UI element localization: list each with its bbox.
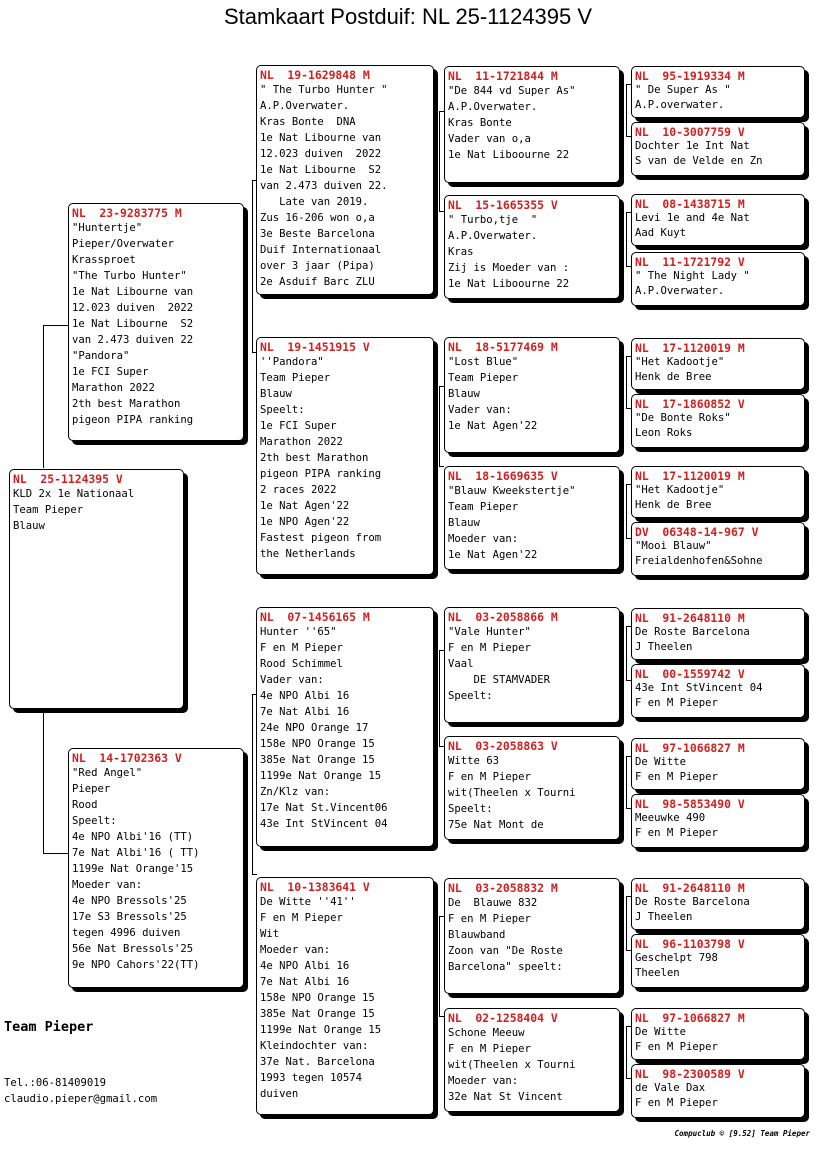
- pigeon-info-line: Hunter ''65": [260, 626, 337, 638]
- pigeon-info-line: Zus 16-206 won o,a: [260, 212, 375, 224]
- pigeon-info-line: 56e Nat Bressols'25: [72, 943, 194, 955]
- pigeon-info-line: Wit: [260, 928, 280, 940]
- pigeon-info-line: "Het Kadootje": [635, 356, 725, 368]
- pigeon-info-line: Vader van:: [260, 674, 324, 686]
- pigeon-info-line: " De Super As ": [635, 84, 731, 96]
- pigeon-card-gen4-2: [631, 122, 805, 176]
- pigeon-info-line: 43e Int StVincent 04: [260, 818, 388, 830]
- pigeon-info-line: Vaal: [448, 658, 474, 670]
- pigeon-info-line: 158e NPO Orange 15: [260, 738, 375, 750]
- ring-number: NL 18-5177469 M: [448, 340, 558, 354]
- pigeon-info-line: tegen 4996 duiven: [72, 927, 181, 939]
- pigeon-info-line: Fastest pigeon from: [260, 532, 382, 544]
- pigeon-card-dss: [444, 607, 620, 723]
- ring-number: NL 95-1919334 M: [635, 69, 745, 83]
- pigeon-info-line: A.P.Overwater.: [635, 284, 725, 297]
- pigeon-card-gen4-9: [631, 608, 805, 660]
- pigeon-info-line: 1e Nat Liboourne 22: [448, 278, 570, 290]
- pigeon-info-line: 32e Nat St Vincent: [448, 1091, 563, 1103]
- pigeon-info-line: Speelt:: [260, 404, 305, 416]
- pigeon-info-line: 37e Nat. Barcelona: [260, 1056, 375, 1068]
- pigeon-info-line: 2th best Marathon: [260, 452, 369, 464]
- pigeon-card-gen4-13: [631, 878, 805, 930]
- pigeon-info-line: Leon Roks: [635, 426, 693, 439]
- pigeon-info-line: 2th best Marathon: [72, 398, 181, 410]
- pigeon-card-gen4-6: [631, 394, 805, 448]
- pigeon-card-gen4-3: [631, 194, 805, 246]
- ring-number: NL 97-1066827 M: [635, 1011, 745, 1025]
- pigeon-info-line: " The Night Lady ": [635, 270, 750, 282]
- ring-number: NL 19-1451915 V: [260, 340, 370, 354]
- pigeon-info-line: pigeon PIPA ranking: [260, 468, 382, 480]
- pigeon-info-line: wit(Theelen x Tourni: [448, 787, 576, 799]
- pigeon-info-line: 1993 tegen 10574: [260, 1072, 363, 1084]
- ring-number: NL 18-1669635 V: [448, 469, 558, 483]
- ring-number: DV 06348-14-967 V: [635, 525, 759, 539]
- pigeon-info-line: 1e NPO Agen'22: [260, 516, 350, 528]
- pigeon-info-line: Schone Meeuw: [448, 1027, 525, 1039]
- ring-number: NL 02-1258404 V: [448, 1011, 558, 1025]
- pigeon-info-line: 1e Nat Agen'22: [260, 500, 350, 512]
- pigeon-info-line: wit(Theelen x Tourni: [448, 1059, 576, 1071]
- pigeon-card-gen4-4: [631, 252, 805, 306]
- pigeon-info-line: Late van 2019.: [260, 196, 369, 208]
- pigeon-card-gen4-10: [631, 664, 805, 718]
- pigeon-info-line: 1e FCI Super: [72, 366, 149, 378]
- pigeon-info-line: Freialdenhofen&Sohne: [635, 554, 763, 567]
- pigeon-info-line: Blauw: [448, 517, 480, 529]
- pigeon-info-line: 385e Nat Orange 15: [260, 754, 375, 766]
- pigeon-card-ddd: [444, 1008, 620, 1112]
- pigeon-info-line: De Witte ''41'': [260, 896, 356, 908]
- pigeon-info-line: Meeuwke 490: [635, 812, 706, 824]
- pigeon-info-line: F en M Pieper: [260, 642, 343, 654]
- pigeon-info-line: 1e Nat Libourne S2: [260, 164, 382, 176]
- pigeon-card-gen4-5: [631, 338, 805, 390]
- ring-number: NL 08-1438715 M: [635, 197, 745, 211]
- pigeon-info-line: Speelt:: [72, 815, 117, 827]
- pigeon-info-line: F en M Pieper: [260, 912, 343, 924]
- pigeon-info-line: 1199e Nat Orange 15: [260, 1024, 382, 1036]
- pigeon-info-line: Moeder van:: [448, 533, 519, 545]
- pigeon-info-line: van 2.473 duiven 22: [72, 334, 194, 346]
- footer-credit: Compuclub © [9.52] Team Pieper: [674, 1129, 810, 1138]
- ring-number: NL 98-5853490 V: [635, 797, 745, 811]
- pigeon-info-line: Team Pieper: [13, 504, 84, 516]
- pigeon-info-line: De Roste Barcelona: [635, 896, 750, 908]
- pigeon-info-line: 4e NPO Albi 16: [260, 960, 350, 972]
- pigeon-info-line: 385e Nat Orange 15: [260, 1008, 375, 1020]
- pigeon-info-line: Zoon van "De Roste: [448, 945, 563, 957]
- pigeon-info-line: Duif Internationaal: [260, 244, 382, 256]
- pigeon-info-line: Team Pieper: [448, 372, 519, 384]
- pigeon-info-line: Krassproet: [72, 254, 136, 266]
- pigeon-info-line: "Mooi Blauw": [635, 540, 712, 552]
- pigeon-info-line: Speelt:: [448, 803, 493, 815]
- pigeon-info-line: Theelen: [635, 966, 680, 979]
- pigeon-info-line: Levi 1e and 4e Nat: [635, 212, 750, 224]
- pigeon-info-line: "The Turbo Hunter": [72, 270, 187, 282]
- pigeon-info-line: Dochter 1e Int Nat: [635, 140, 750, 152]
- ring-number: NL 91-2648110 M: [635, 611, 745, 625]
- pigeon-info-line: Blauw: [13, 520, 45, 532]
- pigeon-info-line: Zn/Klz van:: [260, 786, 331, 798]
- ring-number: NL 03-2058863 V: [448, 739, 558, 753]
- ring-number: NL 14-1702363 V: [72, 751, 182, 765]
- pigeon-info-line: 4e NPO Bressols'25: [72, 895, 187, 907]
- pigeon-card-gen4-1: [631, 66, 805, 118]
- pigeon-info-line: F en M Pieper: [635, 770, 718, 783]
- pigeon-card-ssd: [444, 195, 620, 299]
- pigeon-info-line: "Red Angel": [72, 767, 143, 779]
- pigeon-info-line: Aad Kuyt: [635, 226, 687, 239]
- ring-number: NL 25-1124395 V: [13, 472, 123, 486]
- pigeon-info-line: Witte 63: [448, 755, 500, 767]
- pigeon-info-line: pigeon PIPA ranking: [72, 414, 194, 426]
- pigeon-card-sss: [444, 66, 620, 183]
- pigeon-card-sdd: [444, 466, 620, 570]
- pigeon-info-line: Pieper: [72, 783, 111, 795]
- pigeon-info-line: J Theelen: [635, 640, 693, 653]
- ring-number: NL 10-1383641 V: [260, 880, 370, 894]
- pigeon-info-line: 1e Nat Libourne van: [260, 132, 382, 144]
- pigeon-info-line: F en M Pieper: [635, 1096, 718, 1109]
- ring-number: NL 03-2058866 M: [448, 610, 558, 624]
- pigeon-card-gen4-11: [631, 738, 805, 790]
- ring-number: NL 15-1665355 V: [448, 198, 558, 212]
- ring-number: NL 11-1721792 V: [635, 255, 745, 269]
- ring-number: NL 23-9283775 M: [72, 206, 182, 220]
- ring-number: NL 98-2300589 V: [635, 1067, 745, 1081]
- pigeon-card-gen4-7: [631, 466, 805, 518]
- pigeon-info-line: De Blauwe 832: [448, 897, 538, 909]
- pigeon-info-line: De Witte: [635, 1026, 687, 1038]
- pigeon-info-line: "De 844 vd Super As": [448, 85, 576, 97]
- pigeon-card-dam-dam: [256, 877, 434, 1115]
- pigeon-info-line: "Het Kadootje": [635, 484, 725, 496]
- pigeon-info-line: van 2.473 duiven 22.: [260, 180, 388, 192]
- ring-number: NL 97-1066827 M: [635, 741, 745, 755]
- pigeon-info-line: "Blauw Kweekstertje": [448, 485, 576, 497]
- ring-number: NL 10-3007759 V: [635, 125, 745, 139]
- pigeon-info-line: A.P.overwater.: [635, 98, 725, 111]
- pigeon-info-line: DE STAMVADER: [448, 674, 551, 686]
- pigeon-info-line: KLD 2x 1e Nationaal: [13, 488, 135, 500]
- pigeon-info-line: 24e NPO Orange 17: [260, 722, 369, 734]
- pigeon-info-line: " Turbo,tje ": [448, 214, 538, 226]
- pigeon-info-line: 1e Nat Agen'22: [448, 420, 538, 432]
- pigeon-info-line: 75e Nat Mont de: [448, 819, 544, 831]
- ring-number: NL 03-2058832 M: [448, 881, 558, 895]
- page-title: Stamkaart Postduif: NL 25-1124395 V: [223, 4, 593, 29]
- pigeon-card-dam: [68, 748, 244, 988]
- contact-email[interactable]: claudio.pieper@gmail.com: [4, 1093, 158, 1105]
- pigeon-info-line: Kras: [448, 246, 474, 258]
- pigeon-info-line: A.P.Overwater.: [448, 101, 538, 113]
- ring-number: NL 96-1103798 V: [635, 937, 745, 951]
- pigeon-info-line: 3e Beste Barcelona: [260, 228, 375, 240]
- pigeon-info-line: Blauw: [260, 388, 292, 400]
- pigeon-info-line: "De Bonte Roks": [635, 412, 731, 424]
- pigeon-info-line: 1e Nat Libourne S2: [72, 318, 194, 330]
- pigeon-card-dam-sire: [256, 607, 434, 847]
- pigeon-info-line: Rood: [72, 799, 98, 811]
- ring-number: NL 11-1721844 M: [448, 69, 558, 83]
- pigeon-info-line: Moeder van:: [260, 944, 331, 956]
- ring-number: NL 17-1120019 M: [635, 341, 745, 355]
- pigeon-card-sds: [444, 337, 620, 453]
- ring-number: NL 00-1559742 V: [635, 667, 745, 681]
- owner-name: Team Pieper: [4, 1019, 94, 1035]
- ring-number: NL 07-1456165 M: [260, 610, 370, 624]
- pigeon-info-line: 4e NPO Albi'16 (TT): [72, 831, 194, 843]
- pigeon-card-dds: [444, 878, 620, 994]
- pigeon-info-line: F en M Pieper: [635, 1040, 718, 1053]
- pigeon-info-line: "Huntertje": [72, 222, 143, 234]
- pigeon-info-line: over 3 jaar (Pipa): [260, 260, 375, 272]
- pigeon-info-line: 7e Nat Albi 16: [260, 976, 350, 988]
- pigeon-card-gen4-8: [631, 522, 805, 576]
- pigeon-info-line: 4e NPO Albi 16: [260, 690, 350, 702]
- ring-number: NL 91-2648110 M: [635, 881, 745, 895]
- pigeon-info-line: 7e Nat Albi'16 ( TT): [72, 847, 200, 859]
- pigeon-info-line: J Theelen: [635, 910, 693, 923]
- pigeon-info-line: 1199e Nat Orange 15: [260, 770, 382, 782]
- pigeon-info-line: Kras Bonte: [448, 117, 512, 129]
- pigeon-info-line: Geschelpt 798: [635, 952, 718, 964]
- pigeon-card-gen4-14: [631, 934, 805, 988]
- pigeon-info-line: Team Pieper: [448, 501, 519, 513]
- pigeon-info-line: Marathon 2022: [72, 382, 155, 394]
- pigeon-info-line: 7e Nat Albi 16: [260, 706, 350, 718]
- pigeon-info-line: F en M Pieper: [448, 1043, 531, 1055]
- pigeon-info-line: 43e Int StVincent 04: [635, 682, 763, 694]
- ring-number: NL 19-1629848 M: [260, 68, 370, 82]
- pigeon-info-line: F en M Pieper: [448, 913, 531, 925]
- pigeon-info-line: 12.023 duiven 2022: [260, 148, 382, 160]
- pigeon-info-line: De Witte: [635, 756, 687, 768]
- pigeon-info-line: Vader van o,a: [448, 133, 531, 145]
- pigeon-info-line: Vader van:: [448, 404, 512, 416]
- pigeon-info-line: Speelt:: [448, 690, 493, 702]
- pigeon-card-sire-sire: [256, 65, 434, 295]
- pigeon-card-subject: [9, 469, 184, 709]
- pigeon-info-line: ''Pandora": [260, 356, 324, 368]
- pigeon-info-line: 17e S3 Bressols'25: [72, 911, 187, 923]
- pigeon-info-line: Henk de Bree: [635, 370, 712, 383]
- pigeon-card-sire-dam: [256, 337, 434, 575]
- pigeon-info-line: Kleindochter van:: [260, 1040, 369, 1052]
- pigeon-info-line: Blauwband: [448, 929, 506, 941]
- ring-number: NL 17-1860852 V: [635, 397, 745, 411]
- pigeon-info-line: 17e Nat St.Vincent06: [260, 802, 388, 814]
- pigeon-card-gen4-12: [631, 794, 805, 848]
- pigeon-info-line: 2e Asduif Barc ZLU: [260, 276, 375, 288]
- pigeon-info-line: 1e Nat Libourne van: [72, 286, 194, 298]
- pigeon-info-line: the Netherlands: [260, 548, 356, 560]
- pigeon-info-line: Blauw: [448, 388, 480, 400]
- pigeon-info-line: Rood Schimmel: [260, 658, 343, 670]
- pigeon-info-line: F en M Pieper: [635, 826, 718, 839]
- pigeon-card-sire: [68, 203, 244, 441]
- pigeon-info-line: "Pandora": [72, 350, 130, 362]
- pigeon-info-line: S van de Velde en Zn: [635, 154, 763, 167]
- pigeon-info-line: 12.023 duiven 2022: [72, 302, 194, 314]
- pigeon-info-line: duiven: [260, 1088, 299, 1100]
- pigeon-info-line: Moeder van:: [72, 879, 143, 891]
- pigeon-info-line: 9e NPO Cahors'22(TT): [72, 959, 200, 971]
- pigeon-info-line: 1e FCI Super: [260, 420, 337, 432]
- pigeon-info-line: "Vale Hunter": [448, 626, 531, 638]
- pigeon-info-line: 158e NPO Orange 15: [260, 992, 375, 1004]
- pigeon-info-line: 1e Nat Liboourne 22: [448, 149, 570, 161]
- pigeon-info-line: F en M Pieper: [448, 642, 531, 654]
- ring-number: NL 17-1120019 M: [635, 469, 745, 483]
- pigeon-card-dsd: [444, 736, 620, 840]
- pigeon-info-line: Barcelona" speelt:: [448, 961, 563, 973]
- pigeon-info-line: Marathon 2022: [260, 436, 343, 448]
- pigeon-info-line: F en M Pieper: [635, 696, 718, 709]
- pigeon-info-line: Team Pieper: [260, 372, 331, 384]
- contact-phone: Tel.:06-81409019: [4, 1077, 107, 1089]
- pigeon-info-line: Zij is Moeder van :: [448, 262, 570, 274]
- pigeon-info-line: de Vale Dax: [635, 1082, 706, 1094]
- pigeon-card-gen4-15: [631, 1008, 805, 1060]
- pigeon-card-gen4-16: [631, 1064, 805, 1118]
- pigeon-info-line: F en M Pieper: [448, 771, 531, 783]
- pigeon-info-line: A.P.Overwater.: [260, 100, 350, 112]
- pigeon-info-line: "Lost Blue": [448, 356, 519, 368]
- pigeon-info-line: 1e Nat Agen'22: [448, 549, 538, 561]
- pigeon-info-line: " The Turbo Hunter ": [260, 84, 388, 96]
- pigeon-info-line: Kras Bonte DNA: [260, 116, 356, 128]
- pigeon-info-line: De Roste Barcelona: [635, 626, 750, 638]
- pigeon-info-line: 2 races 2022: [260, 484, 337, 496]
- pigeon-info-line: A.P.Overwater.: [448, 230, 538, 242]
- pigeon-info-line: Moeder van:: [448, 1075, 519, 1087]
- pigeon-info-line: Henk de Bree: [635, 498, 712, 511]
- pigeon-info-line: Pieper/Overwater: [72, 238, 175, 250]
- pigeon-info-line: 1199e Nat Orange'15: [72, 863, 194, 875]
